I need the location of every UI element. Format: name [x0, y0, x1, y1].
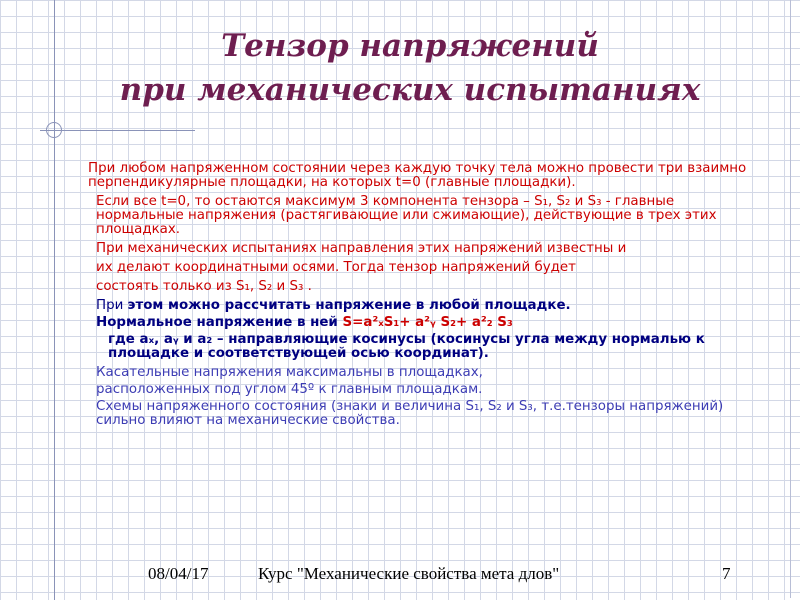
paragraph-shear-max: Касательные напряжения максимальны в площадках,	[96, 365, 483, 380]
paragraph-prefix: Нормальное напряжение в ней	[96, 315, 343, 330]
slide-body	[88, 162, 758, 433]
paragraph-direction-cosines: где aₓ, aᵧ и a₂ – направляющие косинусы (косинусы угла между нормалью к площадке и соответствующей осью координат).	[108, 332, 705, 361]
paragraph-principal-planes: При любом напряженном состоянии через каждую точку тела можно провести три взаимно перпендикулярные площадки, на которых t=0 (главные площадки).	[88, 161, 747, 190]
decorative-vertical-line	[54, 0, 55, 600]
slide-title	[60, 24, 760, 112]
title-line-2: при механических испытаниях	[119, 72, 701, 108]
footer-date: 08/04/17	[148, 564, 209, 583]
paragraph-tensor-components-only: состоять только из S₁, S₂ и S₃ .	[96, 279, 312, 294]
decorative-horizontal-line	[40, 130, 195, 131]
paragraph-tensor-components: Если все t=0, то остаются максимум 3 компонента тензора – S₁, S₂ и S₃ - главные нормальные напряжения (растягивающие или сжимающие), действующие в трех этих площадках.	[96, 194, 717, 237]
slide-number: 7	[722, 564, 731, 583]
paragraph-stress-any-plane	[88, 299, 758, 313]
normal-stress-formula: S=a²ₓS₁+ a²ᵧ S₂+ a²₂ S₃	[342, 315, 513, 330]
paragraph-stress-schemes: Схемы напряженного состояния (знаки и величина S₁, S₂ и S₃, т.е.тензоры напряжений) сильно влияют на механические свойства.	[96, 399, 724, 428]
title-line-1: Тензор напряжений	[221, 28, 599, 64]
paragraph-text: этом можно рассчитать напряжение в любой площадке.	[127, 298, 571, 313]
footer-course-title: Курс "Механические свойства мета длов"	[258, 564, 560, 583]
paragraph-coordinate-axes: их делают координатными осями. Тогда тензор напряжений будет	[96, 260, 576, 275]
paragraph-normal-stress	[88, 316, 758, 330]
paragraph-directions-known: При механических испытаниях направления этих напряжений известны и	[96, 241, 627, 256]
paragraph-prefix: При	[96, 298, 128, 313]
decorative-circle-icon	[46, 122, 62, 138]
paragraph-angle-45: расположенных под углом 45º к главным площадкам.	[96, 382, 483, 397]
